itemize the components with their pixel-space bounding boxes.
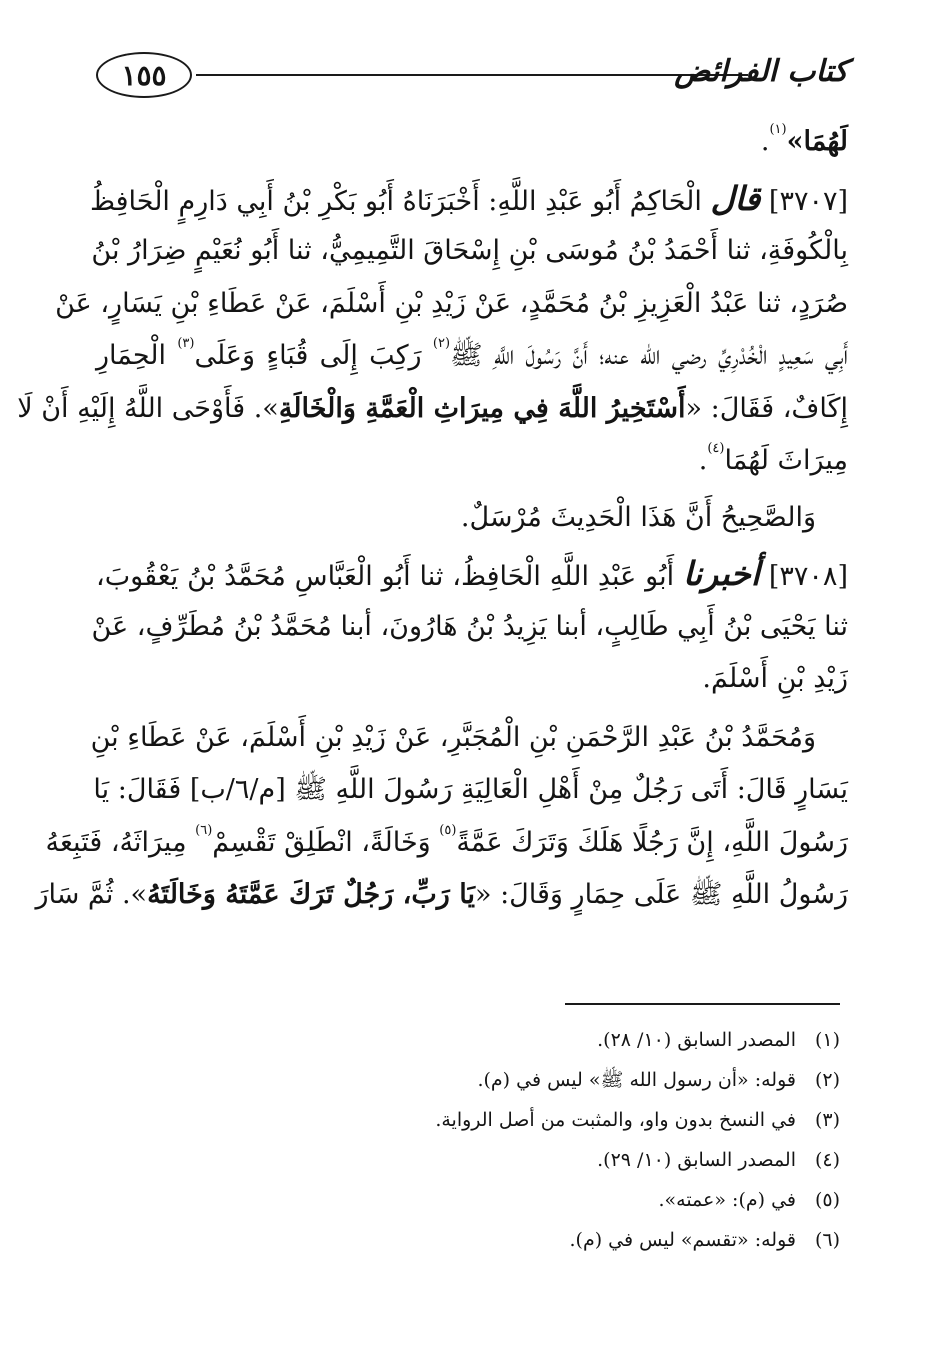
footnote-ref: (٤): [707, 441, 725, 456]
footnote-item: (٤) المصدر السابق (١٠/ ٢٩).: [597, 1149, 840, 1171]
text-line: وَالصَّحِيحُ أَنَّ هَذَا الْحَدِيثَ مُرْسَلٌ.: [460, 501, 816, 533]
footnote-item: (٦) قوله: «تقسم» ليس في (م).: [569, 1229, 840, 1251]
text-line: وَمُحَمَّدُ بْنُ عَبْدِ الرَّحْمَنِ بْنِ الْمُجَبَّرِ، عَنْ زَيْدِ بْنِ أَسْلَمَ، عَنْ عَطَاءِ بْنِ: [90, 721, 816, 753]
hadith-lead-word: قال: [710, 178, 761, 218]
text-line: زَيْدِ بْنِ أَسْلَمَ.: [702, 663, 848, 694]
hadith-number: [٣٧٠٨]: [768, 561, 848, 592]
header-divider: [196, 74, 748, 76]
text-line: رَسُولُ اللَّهِ ﷺ عَلَى حِمَارٍ وَقَالَ: «يَا رَبِّ، رَجُلٌ تَرَكَ عَمَّتَهُ وَخَالَتَهُ». ثُمَّ سَارَ: [35, 879, 848, 910]
text-line: أَبِي سَعِيدٍ الْخُدْرِيِّ رضي الله عنه؛ أَنَّ رَسُولَ اللَّهِ ﷺ$^{(٢)}$ رَكِبَ إِلَى قُبَاءٍ وَعَلَى$^{(٣)}$ الْحِمَارِ: [96, 336, 848, 371]
text-line: رَسُولَ اللَّهِ، إِنَّ رَجُلًا هَلَكَ وَتَرَكَ عَمَّةً$^{(٥)}$ وَخَالَةً، انْطَلِقْ تَقْسِمْ$^{(٦)}$ مِيرَاثَهُ، فَتَبِعَهُ: [45, 822, 848, 858]
text-line: إِكَافٌ، فَقَالَ: «أَسْتَخِيرُ اللَّهَ فِي مِيرَاثِ الْعَمَّةِ وَالْخَالَةِ». فَأَوْحَى اللَّهُ إِلَيْهِ أَنْ لَا: [17, 392, 848, 424]
footnote-ref: (٢): [432, 336, 451, 351]
footnote-ref: (١): [769, 122, 787, 137]
main-text: [17, 116, 848, 922]
hadith-3707-line: [٣٧٠٧] قال الْحَاكِمُ أَبُو عَبْدِ اللَّهِ: أَخْبَرَنَاهُ أَبُو بَكْرِ بْنُ أَبِي دَارِمٍ الْحَافِظُ: [90, 178, 848, 218]
footnote-ref: (٣): [177, 336, 195, 351]
footnote-ref: (٥): [439, 822, 457, 838]
footnote-item: (٥) في (م): «عمته».: [658, 1189, 840, 1211]
text-line: بِالْكُوفَةِ، ثنا أَحْمَدُ بْنُ مُوسَى بْنِ إِسْحَاقَ التَّمِيمِيُّ، ثنا أَبُو نُعَيْمٍ ضِرَارُ بْنُ: [91, 235, 848, 266]
footnotes: [300, 1020, 840, 1260]
hadith-3708-line: [٣٧٠٨] أخبرنا أَبُو عَبْدِ اللَّهِ الْحَافِظُ، ثنا أَبُو الْعَبَّاسِ مُحَمَّدُ بْنُ يَعْقُوبَ،: [96, 554, 848, 593]
hadith-number: [٣٧٠٧]: [768, 185, 848, 217]
page-header: [96, 52, 848, 108]
quoted-saying: يَا رَبِّ، رَجُلٌ تَرَكَ عَمَّتَهُ وَخَالَتَهُ: [147, 879, 475, 910]
footnote-item: (٣) في النسخ بدون واو، والمثبت من أصل الرواية.: [435, 1109, 840, 1131]
hadith-lead-word: أخبرنا: [683, 554, 760, 593]
book-title: كتاب الفرائض: [674, 54, 848, 89]
footnote-item: (١) المصدر السابق (١٠/ ٢٨).: [597, 1029, 840, 1051]
page-number: ١٥٥: [121, 58, 167, 92]
page-number-badge: [96, 52, 192, 98]
footnote-item: (٢) قوله: «أن رسول الله ﷺ» ليس في (م).: [477, 1069, 840, 1091]
text-line: ثنا يَحْيَى بْنُ أَبِي طَالِبٍ، أبنا يَزِيدُ بْنُ هَارُونَ، أبنا مُحَمَّدُ بْنُ مُطَرِّفٍ، عَنْ: [91, 610, 848, 642]
footnote-divider: [565, 1003, 840, 1005]
quoted-saying: أَسْتَخِيرُ اللَّهَ فِي مِيرَاثِ الْعَمَّةِ وَالْخَالَةِ: [278, 392, 686, 424]
text-line: لَهُمَا»$^{(١)}$.: [760, 122, 848, 157]
footnote-ref: (٦): [195, 822, 213, 838]
text-line: صُرَدٍ، ثنا عَبْدُ الْعَزِيزِ بْنُ مُحَمَّدٍ، عَنْ زَيْدِ بْنِ أَسْلَمَ، عَنْ عَطَاءِ بْنِ يَسَارٍ، عَنْ: [55, 287, 848, 319]
text-line: مِيرَاثَ لَهُمَا$^{(٤)}$.: [698, 441, 848, 476]
text-line: يَسَارٍ قَالَ: أَتَى رَجُلٌ مِنْ أَهْلِ الْعَالِيَةِ رَسُولَ اللَّهِ ﷺ [م/٦/ب] فَقَالَ: يَا: [93, 774, 848, 805]
